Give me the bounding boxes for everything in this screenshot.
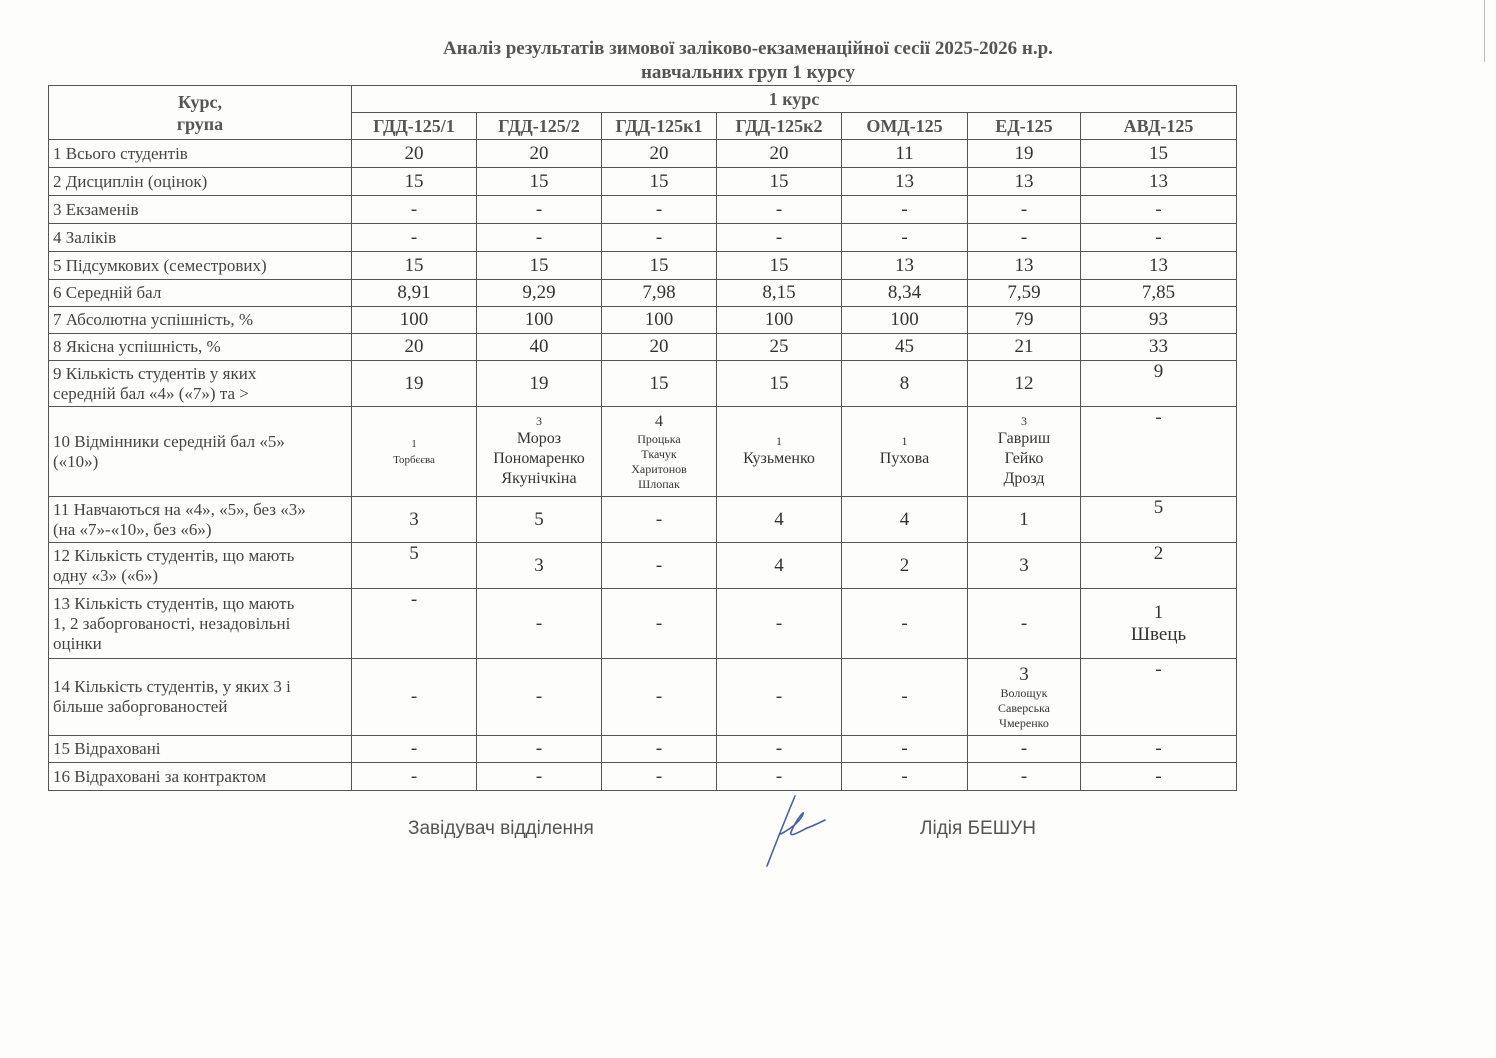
student-name: Процька	[637, 431, 681, 446]
honor-count: 1	[411, 437, 417, 450]
student-name: Мороз	[516, 430, 562, 447]
table-cell: -	[1081, 763, 1237, 791]
student-name: Гавриш	[997, 430, 1051, 447]
debtor-count: 1	[1153, 601, 1164, 623]
honor-cell	[477, 407, 602, 497]
honor-cell	[352, 407, 477, 497]
report-title-line1: Аналіз результатів зимової заліково-екзаменаційної сесії 2025-2026 н.р.	[443, 38, 1053, 59]
group-header: ГДД-125/1	[352, 113, 477, 140]
row-label	[49, 497, 352, 543]
student-name: Гейко	[1004, 450, 1044, 467]
table-row	[49, 140, 1237, 168]
table-cell: 4	[717, 543, 842, 589]
table-row	[49, 280, 1237, 307]
table-cell: 93	[1081, 307, 1237, 334]
row-label: 4 Заліків	[49, 224, 352, 252]
table-cell: 12	[968, 361, 1081, 407]
student-name: Пономаренко	[493, 450, 585, 467]
row-label-line: середній бал «4» («7») та >	[53, 383, 249, 403]
honor-count: 3	[536, 414, 542, 428]
debtor-cell	[968, 659, 1081, 736]
table-cell: -	[477, 589, 602, 659]
table-cell: 7,59	[968, 280, 1081, 307]
row-label: 6 Середній бал	[49, 280, 352, 307]
debtor-count: 3	[1019, 663, 1029, 685]
table-cell: 4	[717, 497, 842, 543]
student-name: Швець	[1130, 623, 1187, 645]
table-cell: 20	[602, 334, 717, 361]
row-label-line: оцінки	[53, 633, 102, 653]
group-header: ГДД-125к2	[717, 113, 842, 140]
table-row	[49, 589, 1237, 659]
table-cell: 9	[1081, 361, 1237, 407]
table-row	[49, 763, 1237, 791]
signatory-position: Завідувач відділення	[408, 818, 594, 839]
row-label	[49, 589, 352, 659]
table-cell: -	[602, 589, 717, 659]
report-title-line2: навчальних груп 1 курсу	[640, 62, 856, 83]
table-cell: 20	[477, 140, 602, 168]
table-cell: -	[968, 224, 1081, 252]
table-cell: 13	[1081, 168, 1237, 196]
table-cell: -	[842, 736, 968, 763]
table-row	[49, 407, 1237, 497]
table-row	[49, 307, 1237, 334]
honor-cell	[968, 407, 1081, 497]
table-cell: 13	[842, 168, 968, 196]
table-cell: -	[968, 589, 1081, 659]
table-cell: -	[842, 763, 968, 791]
table-cell: -	[352, 196, 477, 224]
table-cell: -	[352, 736, 477, 763]
table-cell: 40	[477, 334, 602, 361]
table-cell: 100	[352, 307, 477, 334]
table-row	[49, 361, 1237, 407]
row-label-line: одну «3» («6»)	[53, 565, 159, 585]
table-cell: 8,91	[352, 280, 477, 307]
table-cell: 9,29	[477, 280, 602, 307]
table-cell: -	[717, 736, 842, 763]
table-cell: -	[842, 659, 968, 736]
honor-cell	[602, 407, 717, 497]
row-label-line: 13 Кількість студентів, що мають	[53, 593, 295, 613]
row-label: 1 Всього студентів	[49, 140, 352, 168]
group-header: ОМД-125	[842, 113, 968, 140]
corner-header-line2: група	[176, 113, 224, 134]
table-cell: 21	[968, 334, 1081, 361]
group-header: ГДД-125к1	[602, 113, 717, 140]
table-cell: -	[477, 224, 602, 252]
debtor-cell	[1081, 589, 1237, 659]
table-row	[49, 334, 1237, 361]
row-label: 3 Екзаменів	[49, 196, 352, 224]
student-name: Саверська	[997, 700, 1051, 715]
table-cell: 79	[968, 307, 1081, 334]
student-name: Кузьменко	[743, 450, 815, 467]
row-label-line: 10 Відмінники середній бал «5»	[53, 431, 285, 451]
group-header: ГДД-125/2	[477, 113, 602, 140]
row-label: 2 Дисциплін (оцінок)	[49, 168, 352, 196]
table-cell: 15	[602, 252, 717, 280]
student-name: Чмеренко	[999, 715, 1049, 730]
table-cell: 15	[1081, 140, 1237, 168]
table-cell: 3	[477, 543, 602, 589]
table-cell: -	[352, 589, 477, 659]
honor-cell	[717, 407, 842, 497]
student-name: Пухова	[879, 450, 930, 467]
table-cell: -	[602, 497, 717, 543]
table-cell: -	[352, 224, 477, 252]
table-cell: 8	[842, 361, 968, 407]
table-cell: 3	[968, 543, 1081, 589]
table-cell: 5	[1081, 497, 1237, 543]
table-cell: -	[968, 763, 1081, 791]
row-label-line: 12 Кількість студентів, що мають	[53, 545, 295, 565]
table-cell: 15	[717, 252, 842, 280]
handwritten-signature-icon	[755, 790, 835, 870]
row-label-line: 9 Кількість студентів у яких	[53, 363, 257, 383]
table-cell: 15	[602, 361, 717, 407]
row-label-line: («10»)	[53, 451, 99, 471]
row-label: 15 Відраховані	[49, 736, 352, 763]
table-cell: -	[477, 736, 602, 763]
table-cell: 13	[1081, 252, 1237, 280]
table-cell: -	[477, 763, 602, 791]
signatory-name: Лідія БЕШУН	[920, 818, 1036, 839]
row-label	[49, 659, 352, 736]
row-label	[49, 361, 352, 407]
student-name: Ткачук	[641, 446, 677, 461]
table-cell: 100	[842, 307, 968, 334]
table-cell: 100	[717, 307, 842, 334]
table-cell: -	[602, 763, 717, 791]
row-label-line: 11 Навчаються на «4», «5», без «3»	[53, 499, 306, 519]
table-cell: -	[602, 543, 717, 589]
table-cell: 20	[352, 140, 477, 168]
honor-cell	[842, 407, 968, 497]
table-cell: 5	[352, 543, 477, 589]
table-cell: -	[717, 224, 842, 252]
table-cell: 100	[602, 307, 717, 334]
student-name: Дрозд	[1003, 470, 1045, 487]
table-row	[49, 543, 1237, 589]
table-cell: 8,34	[842, 280, 968, 307]
table-cell: 45	[842, 334, 968, 361]
student-name: Волощук	[1000, 685, 1048, 700]
table-cell: -	[602, 659, 717, 736]
table-cell: 7,98	[602, 280, 717, 307]
table-cell: 15	[717, 361, 842, 407]
group-header: АВД-125	[1081, 113, 1237, 140]
table-cell: -	[1081, 196, 1237, 224]
table-cell: -	[352, 763, 477, 791]
table-cell: 13	[968, 168, 1081, 196]
table-cell: 15	[717, 168, 842, 196]
row-label-line: більше заборгованостей	[53, 697, 228, 716]
row-label-line: (на «7»-«10», без «6»)	[53, 519, 212, 539]
table-cell: 15	[352, 252, 477, 280]
group-header: ЕД-125	[968, 113, 1081, 140]
table-cell: -	[968, 736, 1081, 763]
table-cell: 4	[842, 497, 968, 543]
table-cell: -	[1081, 659, 1237, 736]
table-cell: -	[842, 589, 968, 659]
table-cell: -	[602, 736, 717, 763]
table-row	[49, 224, 1237, 252]
table-cell: 20	[602, 140, 717, 168]
table-row	[49, 736, 1237, 763]
honor-count: 3	[1021, 414, 1027, 428]
honor-count: 4	[655, 412, 663, 430]
student-name: Якунічкіна	[501, 470, 577, 487]
table-cell: -	[1081, 736, 1237, 763]
table-cell: 7,85	[1081, 280, 1237, 307]
table-cell: 2	[842, 543, 968, 589]
table-cell: 13	[968, 252, 1081, 280]
table-cell: -	[717, 763, 842, 791]
table-cell: 20	[352, 334, 477, 361]
table-cell: 13	[842, 252, 968, 280]
table-cell: 15	[477, 252, 602, 280]
corner-header-line1: Курс,	[177, 91, 223, 112]
course-header: 1 курс	[352, 86, 1237, 113]
table-cell: 19	[968, 140, 1081, 168]
row-label: 5 Підсумкових (семестрових)	[49, 252, 352, 280]
table-cell: -	[477, 196, 602, 224]
table-cell: -	[602, 196, 717, 224]
table-cell: -	[717, 196, 842, 224]
session-results-table	[48, 85, 1237, 791]
table-row	[49, 252, 1237, 280]
student-name: Харитонов	[631, 461, 687, 476]
table-cell: -	[717, 659, 842, 736]
table-row	[49, 168, 1237, 196]
table-cell: 19	[352, 361, 477, 407]
table-cell: -	[602, 224, 717, 252]
table-row	[49, 196, 1237, 224]
row-label: 8 Якісна успішність, %	[49, 334, 352, 361]
table-cell: -	[1081, 224, 1237, 252]
row-label	[49, 543, 352, 589]
table-cell: 100	[477, 307, 602, 334]
row-label	[49, 407, 352, 497]
table-cell: 15	[352, 168, 477, 196]
table-cell: 11	[842, 140, 968, 168]
table-cell: 15	[477, 168, 602, 196]
corner-header-cell	[49, 86, 352, 140]
student-name: Торбєєва	[393, 453, 435, 466]
table-cell: -	[968, 196, 1081, 224]
table-row	[49, 659, 1237, 736]
table-cell: -	[352, 659, 477, 736]
honor-cell: -	[1081, 407, 1237, 497]
table-cell: 15	[602, 168, 717, 196]
row-label: 7 Абсолютна успішність, %	[49, 307, 352, 334]
table-cell: 1	[968, 497, 1081, 543]
table-cell: -	[477, 659, 602, 736]
honor-count: 1	[776, 434, 782, 448]
row-label-line: 1, 2 заборгованості, незадовільні	[53, 613, 291, 633]
table-cell: 3	[352, 497, 477, 543]
table-cell: 19	[477, 361, 602, 407]
row-label: 16 Відраховані за контрактом	[49, 763, 352, 791]
honor-count: 1	[901, 434, 908, 448]
table-cell: -	[842, 224, 968, 252]
table-cell: 20	[717, 140, 842, 168]
table-cell: 8,15	[717, 280, 842, 307]
table-row	[49, 497, 1237, 543]
table-cell: -	[842, 196, 968, 224]
row-label-line: 14 Кількість студентів, у яких 3 і	[53, 677, 291, 696]
table-cell: -	[717, 589, 842, 659]
table-cell: 33	[1081, 334, 1237, 361]
header-row-course	[49, 86, 1237, 113]
table-cell: 2	[1081, 543, 1237, 589]
student-name: Шлопак	[638, 476, 680, 491]
table-cell: 5	[477, 497, 602, 543]
table-cell: 25	[717, 334, 842, 361]
